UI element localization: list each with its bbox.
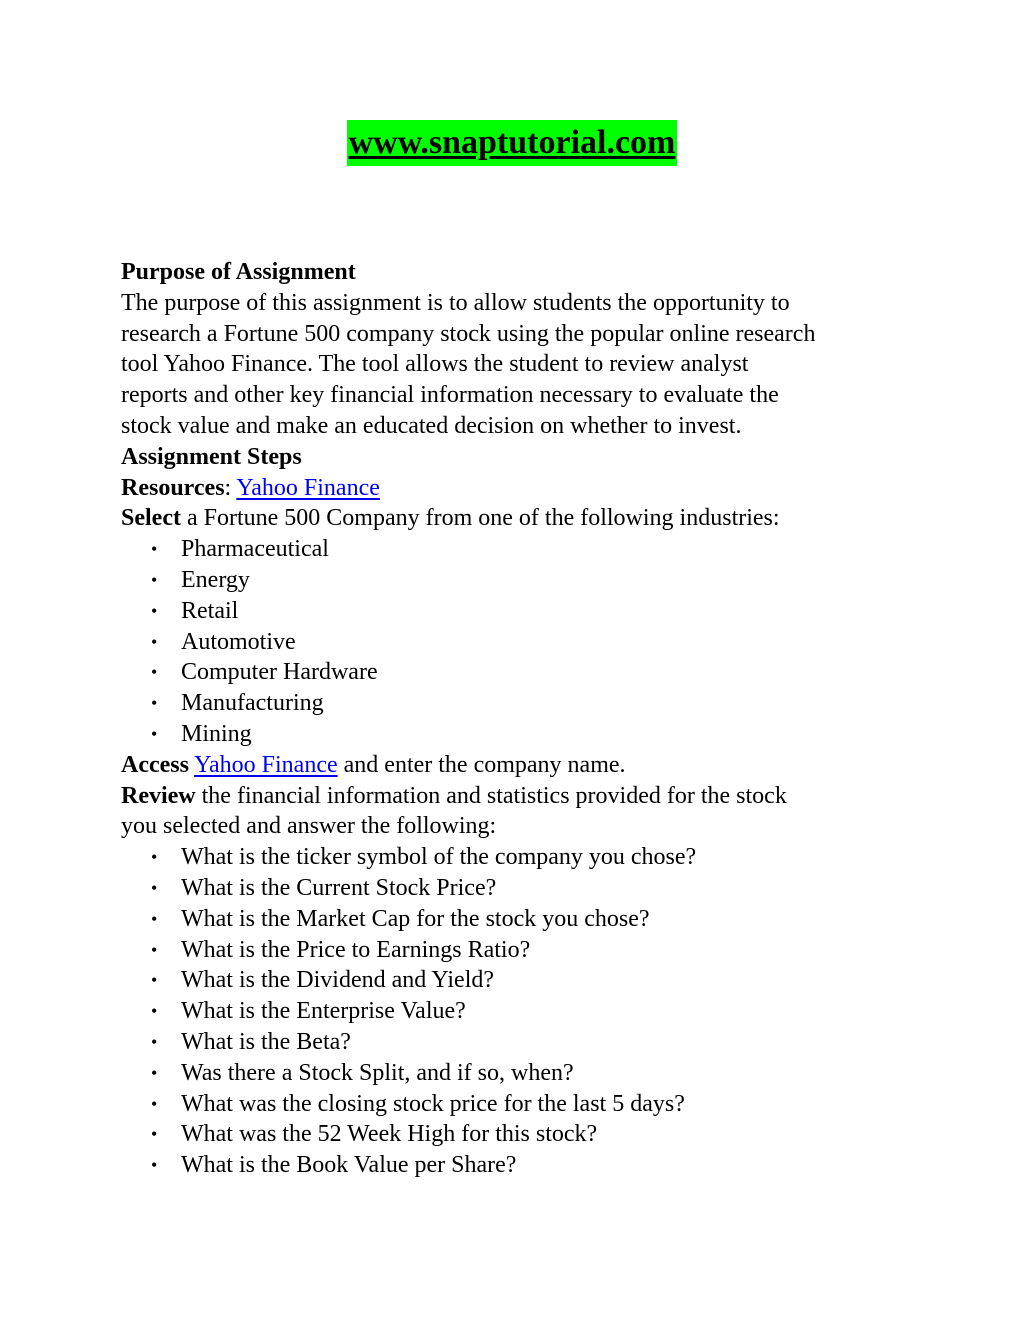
list-item: • Retail [121,596,911,627]
access-text: and enter the company name. [337,751,626,778]
review-line [121,781,911,812]
list-item: • What is the ticker symbol of the company you chose? [121,842,911,873]
access-label: Access [121,751,189,778]
list-item: • What is the Enterprise Value? [121,996,911,1027]
list-item: • What is the Book Value per Share? [121,1150,911,1181]
list-item: • What is the Current Stock Price? [121,873,911,904]
purpose-line: research a Fortune 500 company stock using the popular online research [121,320,816,347]
list-item: • Pharmaceutical [121,534,911,565]
resources-line [121,473,911,504]
purpose-line: The purpose of this assignment is to allow students the opportunity to [121,289,790,316]
purpose-heading: Purpose of Assignment [121,259,356,285]
purpose-line: reports and other key financial information necessary to evaluate the [121,382,779,409]
review-line-continued: you selected and answer the following: [121,813,497,840]
site-link[interactable]: www.snaptutorial.com [347,120,678,166]
list-item: • Computer Hardware [121,657,911,688]
list-item: • Mining [121,719,911,750]
list-item: • What was the 52 Week High for this stock? [121,1119,911,1150]
list-item: • What was the closing stock price for the last 5 days? [121,1089,911,1120]
header [0,120,1024,166]
yahoo-finance-link[interactable]: Yahoo Finance [194,751,338,778]
select-line [121,503,911,534]
list-item: • What is the Market Cap for the stock you chose? [121,904,911,935]
question-list [121,842,911,1181]
industry-list [121,534,911,750]
yahoo-finance-link[interactable]: Yahoo Finance [236,474,380,501]
list-item: • What is the Price to Earnings Ratio? [121,935,911,966]
list-item: • Automotive [121,627,911,658]
access-line [121,750,911,781]
document-body [121,257,911,1181]
list-item: • What is the Dividend and Yield? [121,965,911,996]
steps-heading: Assignment Steps [121,443,302,470]
list-item: • What is the Beta? [121,1027,911,1058]
review-label: Review [121,782,196,809]
purpose-line: stock value and make an educated decision on whether to invest. [121,412,742,439]
select-text: a Fortune 500 Company from one of the following industries: [180,505,780,532]
list-item: • Was there a Stock Split, and if so, when? [121,1058,911,1089]
list-item: • Manufacturing [121,688,911,719]
review-text: the financial information and statistics provided for the stock [195,782,787,809]
resources-separator: : [224,474,237,501]
purpose-line: tool Yahoo Finance. The tool allows the student to review analyst [121,351,749,378]
select-label: Select [121,505,181,532]
resources-label: Resources [121,474,225,501]
list-item: • Energy [121,565,911,596]
